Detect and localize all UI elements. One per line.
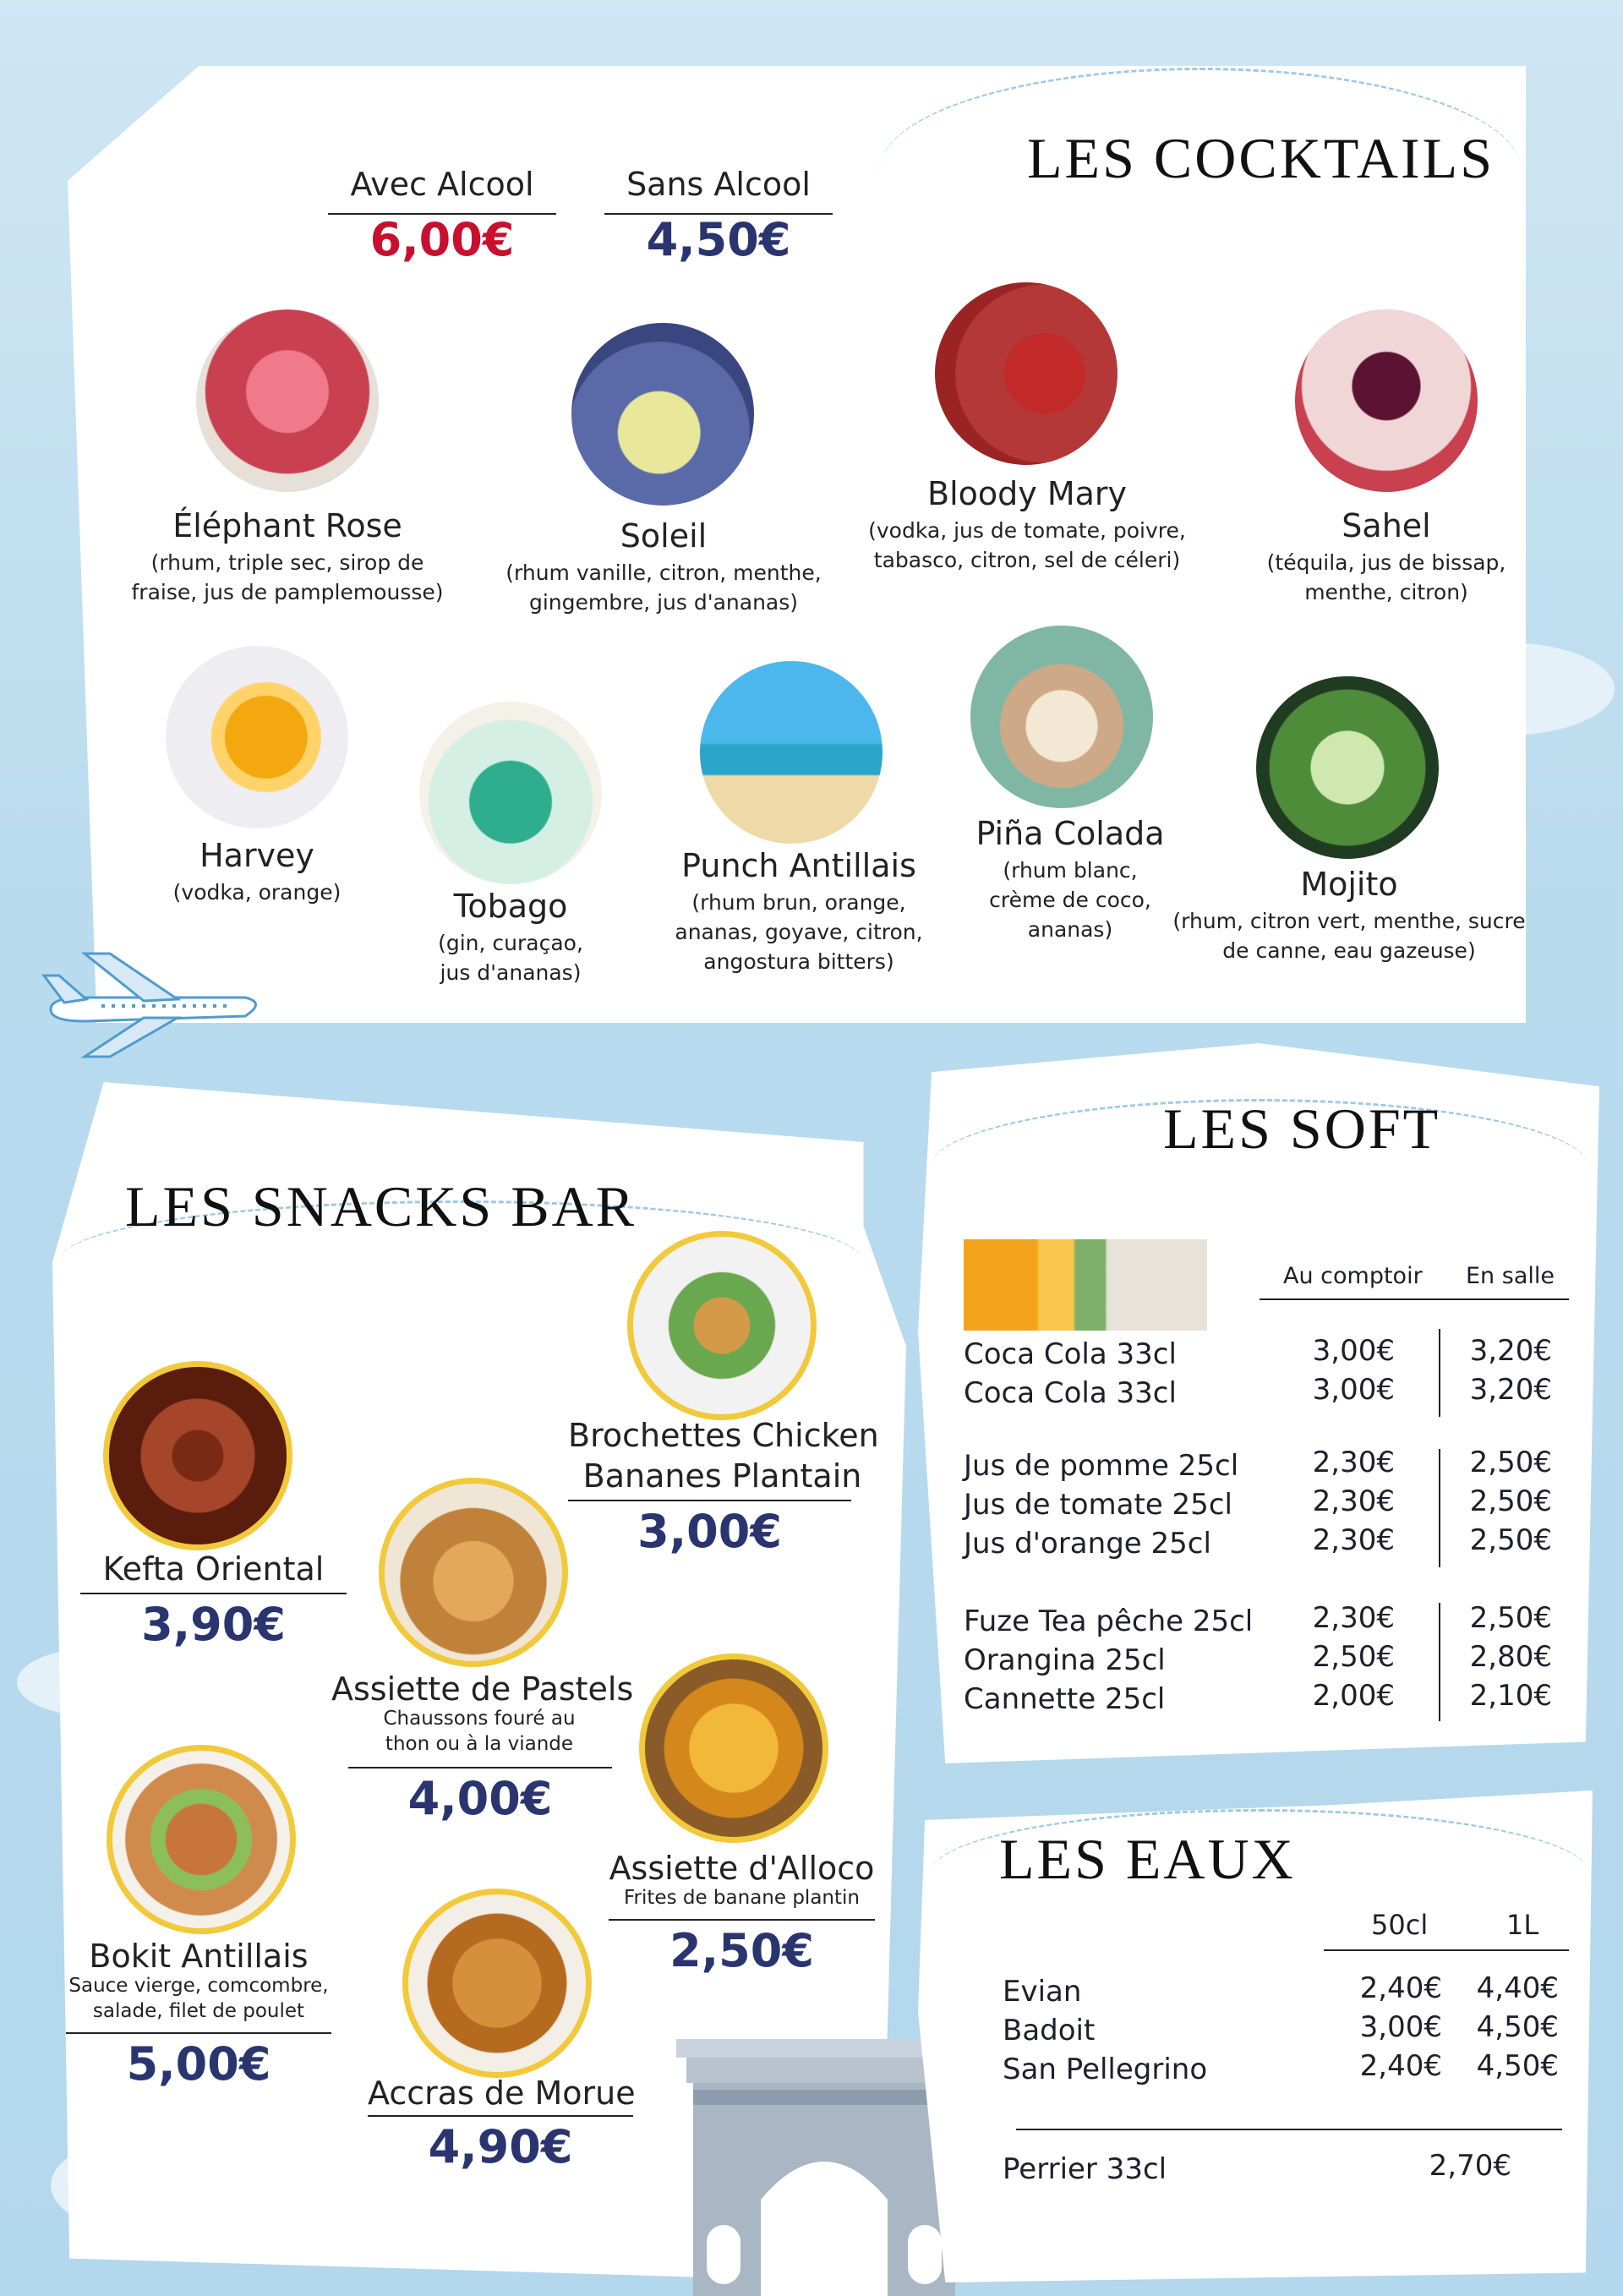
- cocktail-desc: (rhum brun, orange, ananas, goyave, citron, angostura bitters): [675, 890, 923, 974]
- divider: [1260, 1298, 1569, 1300]
- snack-name: Brochettes Chicken: [568, 1417, 879, 1454]
- alloco-photo: [639, 1654, 828, 1843]
- sans-alcool-label: Sans Alcool: [626, 166, 811, 203]
- eaux-price-50cl: 2,40€: [1359, 2049, 1442, 2083]
- avec-alcool-label: Avec Alcool: [350, 166, 534, 203]
- perrier-item: Perrier 33cl: [1003, 2152, 1167, 2186]
- soft-price-comptoir: 3,00€: [1312, 1373, 1395, 1407]
- soft-item: Orangina 25cl: [964, 1643, 1166, 1677]
- snacks-title: LES SNACKS BAR: [125, 1174, 637, 1238]
- column-divider: [1439, 1329, 1440, 1417]
- eaux-price-50cl: 2,40€: [1359, 1971, 1442, 2005]
- soft-item: Jus de tomate 25cl: [964, 1488, 1232, 1522]
- soft-title: LES SOFT: [1163, 1096, 1441, 1161]
- cocktail-desc: (téquila, jus de bissap, menthe, citron): [1266, 550, 1506, 604]
- cocktail-name: Soleil: [620, 517, 708, 555]
- eaux-price-1l: 4,50€: [1476, 2049, 1559, 2083]
- cocktail-name: Piña Colada: [975, 815, 1165, 852]
- airplane-icon: [34, 950, 270, 1060]
- cocktail-desc: (vodka, orange): [172, 880, 342, 905]
- soft-price-comptoir: 2,30€: [1312, 1446, 1395, 1479]
- snack-price: 3,90€: [141, 1598, 286, 1651]
- eaux-item: San Pellegrino: [1003, 2053, 1208, 2086]
- soft-item: Coca Cola 33cl: [964, 1376, 1177, 1410]
- perrier-price: 2,70€: [1429, 2149, 1511, 2183]
- eaux-price-50cl: 3,00€: [1359, 2010, 1442, 2044]
- soft-price-salle: 3,20€: [1469, 1373, 1552, 1407]
- cocktail-desc: (gin, curaçao, jus d'ananas): [438, 931, 583, 985]
- eaux-col-50cl: 50cl: [1371, 1909, 1429, 1941]
- soft-item: Fuze Tea pêche 25cl: [964, 1604, 1254, 1638]
- divider: [1324, 1949, 1569, 1951]
- column-divider: [1439, 1603, 1440, 1721]
- soft-col-salle: En salle: [1466, 1263, 1555, 1289]
- sans-alcool-price: 4,50€: [646, 213, 791, 266]
- soft-col-comptoir: Au comptoir: [1283, 1263, 1423, 1289]
- snack-name: Bokit Antillais: [89, 1938, 309, 1975]
- divider: [66, 2032, 331, 2034]
- snack-name: Kefta Oriental: [102, 1550, 325, 1588]
- brochettes-photo: [627, 1231, 817, 1420]
- pina-colada-photo: [970, 626, 1153, 808]
- cocktail-desc: (rhum vanille, citron, menthe, gingembre, jus d'ananas): [505, 560, 822, 615]
- snack-desc: Frites de banane plantin: [624, 1887, 860, 1909]
- snack-price: 4,00€: [407, 1772, 553, 1825]
- divider: [80, 1593, 347, 1594]
- divider: [609, 1919, 875, 1921]
- soleil-photo: [571, 323, 754, 506]
- harvey-photo: [166, 646, 348, 828]
- soft-price-salle: 2,10€: [1469, 1679, 1552, 1713]
- cocktail-name: Bloody Mary: [927, 475, 1127, 512]
- snack-name: Assiette d'Alloco: [609, 1850, 875, 1887]
- cocktail-name: Tobago: [453, 888, 568, 925]
- soft-price-salle: 2,50€: [1469, 1484, 1552, 1518]
- punch-antillais-photo: [700, 661, 883, 844]
- eaux-item: Badoit: [1003, 2014, 1096, 2047]
- snack-desc: Chaussons fouré au thon ou à la viande: [383, 1708, 576, 1755]
- soft-price-salle: 2,50€: [1469, 1446, 1552, 1479]
- eaux-title: LES EAUX: [999, 1827, 1296, 1891]
- snack-name: Assiette de Pastels: [331, 1670, 634, 1708]
- cocktail-name: Éléphant Rose: [172, 507, 402, 544]
- soft-price-comptoir: 2,30€: [1312, 1484, 1395, 1518]
- soft-price-salle: 2,80€: [1469, 1640, 1552, 1674]
- eaux-col-1l: 1L: [1506, 1909, 1539, 1941]
- cocktail-desc: (rhum blanc, crème de coco, ananas): [989, 858, 1151, 942]
- cocktail-name: Mojito: [1300, 866, 1398, 903]
- divider: [1016, 2129, 1562, 2130]
- elephant-rose-photo: [196, 309, 379, 492]
- cocktails-title: LES COCKTAILS: [1027, 126, 1495, 190]
- soft-item: Jus de pomme 25cl: [964, 1449, 1239, 1483]
- soft-price-salle: 3,20€: [1469, 1334, 1552, 1368]
- sahel-photo: [1295, 309, 1478, 492]
- soft-price-comptoir: 2,30€: [1312, 1523, 1395, 1557]
- bloody-mary-photo: [935, 282, 1118, 465]
- kefta-photo: [103, 1361, 292, 1550]
- divider: [568, 1500, 851, 1501]
- cocktail-desc: (rhum, citron vert, menthe, sucre de canne, eau gazeuse): [1172, 909, 1526, 963]
- soft-price-salle: 2,50€: [1469, 1523, 1552, 1557]
- snack-price: 4,90€: [428, 2120, 573, 2173]
- snack-price: 2,50€: [669, 1924, 814, 1977]
- cocktail-name: Sahel: [1342, 507, 1431, 544]
- eaux-item: Evian: [1003, 1975, 1082, 2009]
- snack-price: 5,00€: [126, 2037, 271, 2091]
- cocktail-name: Punch Antillais: [681, 847, 916, 884]
- soft-price-salle: 2,50€: [1469, 1601, 1552, 1635]
- mojito-photo: [1256, 676, 1439, 859]
- soft-price-comptoir: 2,30€: [1312, 1601, 1395, 1635]
- soft-drinks-photo: [964, 1239, 1207, 1331]
- soft-price-comptoir: 2,00€: [1312, 1679, 1395, 1713]
- cocktail-desc: (vodka, jus de tomate, poivre, tabasco, citron, sel de céleri): [868, 518, 1186, 572]
- soft-price-comptoir: 3,00€: [1312, 1334, 1395, 1368]
- divider: [348, 1767, 612, 1768]
- tobago-photo: [419, 702, 602, 884]
- accras-photo: [402, 1889, 592, 2078]
- eaux-price-1l: 4,50€: [1476, 2010, 1559, 2044]
- eaux-price-1l: 4,40€: [1476, 1971, 1559, 2005]
- snack-name-line2: Bananes Plantain: [582, 1457, 862, 1495]
- soft-item: Coca Cola 33cl: [964, 1337, 1177, 1371]
- cocktail-desc: (rhum, triple sec, sirop de fraise, jus de pamplemousse): [131, 550, 444, 604]
- pastels-photo: [379, 1478, 568, 1667]
- divider: [368, 2115, 633, 2117]
- column-divider: [1439, 1449, 1440, 1567]
- bokit-photo: [107, 1745, 296, 1934]
- snack-name: Accras de Morue: [368, 2075, 636, 2112]
- snack-price: 3,00€: [637, 1505, 782, 1558]
- cocktail-name: Harvey: [199, 837, 314, 874]
- soft-price-comptoir: 2,50€: [1312, 1640, 1395, 1674]
- soft-item: Jus d'orange 25cl: [964, 1527, 1211, 1561]
- snack-desc: Sauce vierge, comcombre, salade, filet de poulet: [68, 1975, 329, 2022]
- soft-item: Cannette 25cl: [964, 1682, 1166, 1716]
- avec-alcool-price: 6,00€: [369, 213, 515, 266]
